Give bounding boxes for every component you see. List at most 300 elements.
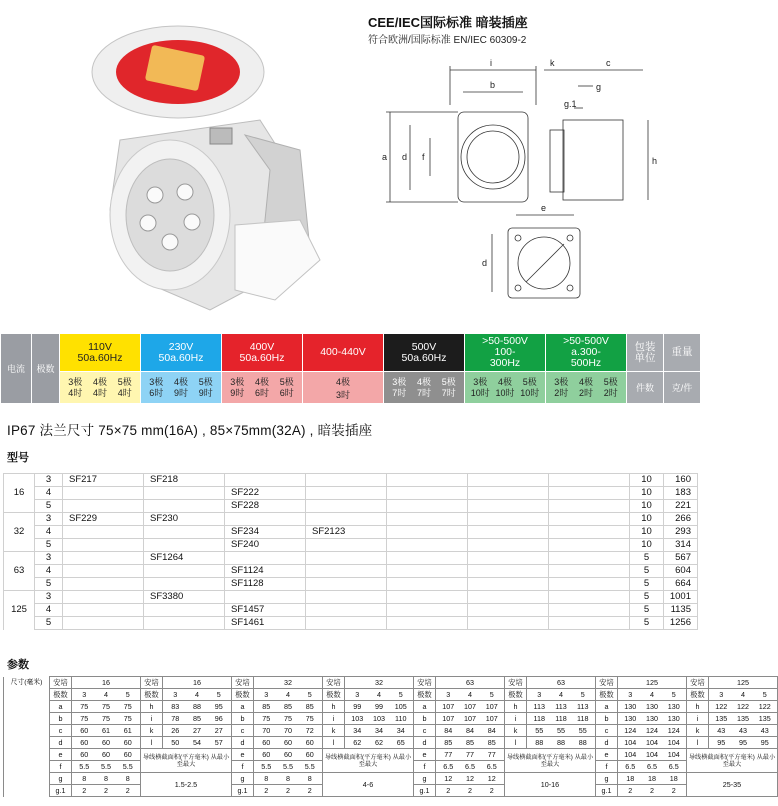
param-value: 61	[102, 726, 110, 735]
param-dim-label: g.1	[232, 785, 254, 797]
param-value: 75	[262, 714, 271, 723]
param-dim-label: g.1	[50, 785, 72, 797]
param-values	[618, 773, 687, 785]
param-pole: 4	[650, 690, 654, 699]
model-row	[4, 487, 698, 500]
param-value: 85	[466, 738, 474, 747]
param-values	[345, 713, 414, 725]
model-poles: 3	[35, 474, 63, 487]
param-unit-label	[4, 737, 50, 749]
param-pole: 5	[489, 690, 494, 699]
model-code	[387, 578, 468, 591]
param-value: 124	[667, 726, 680, 735]
param-value: 75	[80, 714, 89, 723]
dim-label-d: d	[402, 152, 408, 162]
param-value: 12	[444, 774, 453, 783]
param-wire-range: 4-6	[323, 773, 414, 797]
dim-label-d2: d	[482, 258, 488, 268]
dim-label-f: f	[422, 152, 425, 162]
param-value: 8	[82, 774, 87, 783]
param-value: 75	[80, 702, 89, 711]
param-section-label: 参数	[7, 659, 29, 671]
param-poles	[527, 689, 596, 701]
param-row	[4, 701, 778, 713]
param-values	[163, 701, 232, 713]
param-dim-label: f	[596, 761, 618, 773]
band-110v: 110V 50a.60Hz	[60, 334, 141, 372]
band-300-500hz: >50-500V a.300- 500Hz	[546, 334, 627, 372]
param-pole-label: 极数	[50, 689, 72, 701]
param-amp-label: 安培	[596, 677, 618, 689]
model-code	[549, 565, 630, 578]
param-value: 72	[305, 726, 314, 735]
model-code: SF1264	[144, 552, 225, 565]
param-wire-note: 导线横截面积(平方毫米) 从最小至最大	[323, 749, 414, 773]
param-value: 84	[487, 726, 496, 735]
model-code	[387, 617, 468, 630]
dim-label-g: g	[596, 82, 602, 92]
param-poles	[436, 689, 505, 701]
param-value: 130	[624, 714, 637, 723]
model-weight: 183	[664, 487, 698, 500]
param-value: 95	[760, 738, 769, 747]
param-unit-label	[4, 785, 50, 797]
model-row	[4, 617, 698, 630]
model-code: SF218	[144, 474, 225, 487]
param-value: 113	[577, 702, 589, 711]
model-current	[4, 617, 35, 630]
model-current	[4, 513, 35, 526]
page-subtitle: 符合欧洲/国际标准 EN/IEC 60309-2	[368, 35, 527, 46]
param-value: 122	[737, 702, 749, 711]
model-row	[4, 552, 698, 565]
param-value: 27	[193, 726, 201, 735]
model-current	[4, 474, 35, 487]
model-code	[225, 513, 306, 526]
param-dim-label: f	[50, 761, 72, 773]
model-code	[144, 526, 225, 539]
model-row	[4, 578, 698, 591]
param-unit-label	[4, 713, 50, 725]
model-code	[387, 604, 468, 617]
param-pole-label: 极数	[141, 689, 163, 701]
param-values	[345, 725, 414, 737]
model-current	[4, 578, 35, 591]
param-value: 60	[305, 738, 314, 747]
model-current: 63	[4, 565, 35, 578]
param-value: 107	[485, 702, 498, 711]
dim-label-a: a	[382, 152, 388, 162]
model-row	[4, 604, 698, 617]
param-amp-label: 安培	[232, 677, 254, 689]
param-value: 75	[102, 714, 110, 723]
param-dim-label: d	[50, 737, 72, 749]
param-dim-label: i	[505, 713, 527, 725]
model-code	[549, 539, 630, 552]
param-value: 103	[373, 714, 385, 723]
model-code: SF228	[225, 500, 306, 513]
param-value: 118	[533, 714, 545, 723]
param-dim-label: a	[596, 701, 618, 713]
band-pack-unit: 件数	[627, 372, 664, 404]
model-weight: 1135	[664, 604, 698, 617]
param-values	[254, 785, 323, 797]
param-value: 8	[125, 774, 130, 783]
model-row	[4, 474, 698, 487]
param-wire-range: 25-35	[687, 773, 778, 797]
model-code	[306, 578, 387, 591]
model-code	[549, 487, 630, 500]
param-poles	[709, 689, 778, 701]
param-dim-label: g	[414, 773, 436, 785]
param-value: 2	[628, 786, 633, 795]
param-value: 55	[557, 726, 565, 735]
param-values	[436, 737, 505, 749]
param-dim-label: a	[232, 701, 254, 713]
param-pole-label: 极数	[505, 689, 527, 701]
param-value: 135	[758, 714, 771, 723]
param-dim-label: d	[596, 737, 618, 749]
param-values	[254, 761, 323, 773]
param-value: 104	[667, 738, 680, 747]
dim-label-g1: g.1	[564, 99, 577, 109]
model-poles: 3	[35, 513, 63, 526]
param-value: 12	[466, 774, 474, 783]
param-value: 104	[624, 738, 637, 747]
param-wire-note: 导线横截面积(平方毫米) 从最小至最大	[141, 749, 232, 773]
model-pack: 10	[630, 487, 664, 500]
param-values	[436, 761, 505, 773]
param-value: 34	[353, 726, 362, 735]
model-weight: 1256	[664, 617, 698, 630]
param-unit-label	[4, 749, 50, 761]
model-pack: 10	[630, 539, 664, 552]
model-code: SF1128	[225, 578, 306, 591]
param-value: 5.5	[261, 762, 272, 771]
param-values	[72, 761, 141, 773]
band-weight-unit: 克/件	[664, 372, 701, 404]
model-pack: 5	[630, 617, 664, 630]
model-code	[306, 513, 387, 526]
param-amp-value: 16	[163, 677, 232, 689]
band-300-500hz-poles: 3极 2时4极 2时5极 2时	[546, 372, 627, 404]
model-code: SF234	[225, 526, 306, 539]
param-value: 88	[535, 738, 544, 747]
param-value: 130	[646, 714, 658, 723]
param-values	[618, 761, 687, 773]
model-code	[225, 552, 306, 565]
band-400v: 400V 50a.60Hz	[222, 334, 303, 372]
param-row	[4, 773, 778, 785]
param-value: 43	[739, 726, 747, 735]
dimension-drawings	[378, 50, 698, 310]
band-current-header: 电流	[1, 334, 32, 404]
param-value: 99	[353, 702, 362, 711]
param-unit-label	[4, 725, 50, 737]
model-code: SF217	[63, 474, 144, 487]
param-pole: 5	[307, 690, 312, 699]
model-code	[468, 539, 549, 552]
model-code	[306, 591, 387, 604]
param-value: 5.5	[79, 762, 90, 771]
model-code: SF240	[225, 539, 306, 552]
param-value: 96	[214, 714, 223, 723]
param-dim-label: c	[232, 725, 254, 737]
model-poles: 4	[35, 604, 63, 617]
param-value: 107	[464, 714, 476, 723]
param-value: 118	[555, 714, 567, 723]
param-value: 107	[442, 702, 455, 711]
param-value: 60	[262, 750, 271, 759]
param-value: 60	[80, 726, 89, 735]
param-values	[436, 701, 505, 713]
model-code	[387, 526, 468, 539]
param-values	[163, 737, 232, 749]
param-dim-label: d	[232, 737, 254, 749]
param-value: 104	[646, 738, 658, 747]
param-dim-label: g	[596, 773, 618, 785]
param-dim-label: l	[141, 737, 163, 749]
ip67-heading: IP67 法兰尺寸 75×75 mm(16A) , 85×75mm(32A) , 暗装插座	[7, 423, 373, 438]
param-dim-label: k	[687, 725, 709, 737]
model-poles: 4	[35, 565, 63, 578]
model-code: SF229	[63, 513, 144, 526]
param-value: 107	[464, 702, 476, 711]
model-code	[63, 565, 144, 578]
model-code	[468, 578, 549, 591]
param-value: 6.5	[625, 762, 636, 771]
model-poles: 4	[35, 526, 63, 539]
model-row	[4, 591, 698, 604]
model-code	[306, 617, 387, 630]
param-value: 85	[487, 738, 496, 747]
param-values	[709, 737, 778, 749]
param-values	[436, 725, 505, 737]
model-code	[63, 487, 144, 500]
param-values	[618, 785, 687, 797]
param-value: 124	[624, 726, 637, 735]
dim-label-h: h	[652, 156, 658, 166]
param-value: 6.5	[443, 762, 454, 771]
voltage-band	[0, 333, 701, 404]
param-values	[436, 749, 505, 761]
param-pole: 4	[468, 690, 472, 699]
model-code	[549, 500, 630, 513]
model-code	[387, 539, 468, 552]
band-weight-header: 重量	[664, 334, 701, 372]
model-code	[306, 474, 387, 487]
param-values	[436, 713, 505, 725]
param-value: 85	[262, 702, 271, 711]
param-pole: 5	[398, 690, 403, 699]
param-pole: 4	[377, 690, 381, 699]
param-dim-label: g	[232, 773, 254, 785]
param-dim-label: i	[687, 713, 709, 725]
param-pole: 5	[762, 690, 767, 699]
model-code	[468, 617, 549, 630]
param-value: 135	[715, 714, 728, 723]
model-code	[63, 617, 144, 630]
model-pack: 10	[630, 526, 664, 539]
model-code	[468, 604, 549, 617]
param-values	[618, 725, 687, 737]
model-code: SF230	[144, 513, 225, 526]
param-value: 130	[667, 702, 680, 711]
param-pole-label: 极数	[323, 689, 345, 701]
model-weight: 1001	[664, 591, 698, 604]
param-dim-label: e	[50, 749, 72, 761]
model-code	[549, 552, 630, 565]
model-current: 16	[4, 487, 35, 500]
param-poles	[163, 689, 232, 701]
param-value: 2	[82, 786, 87, 795]
param-wire-range: 10-16	[505, 773, 596, 797]
model-code	[468, 474, 549, 487]
param-value: 60	[102, 738, 110, 747]
param-value: 8	[264, 774, 269, 783]
model-code: SF1124	[225, 565, 306, 578]
param-value: 77	[466, 750, 474, 759]
param-dim-label: c	[414, 725, 436, 737]
param-pole: 3	[537, 690, 542, 699]
model-code	[387, 513, 468, 526]
param-value: 60	[262, 738, 271, 747]
param-dim-label: c	[50, 725, 72, 737]
param-unit-label	[4, 689, 50, 701]
model-code	[387, 500, 468, 513]
param-value: 122	[715, 702, 728, 711]
param-pole: 3	[173, 690, 178, 699]
model-code: SF1457	[225, 604, 306, 617]
model-code: SF222	[225, 487, 306, 500]
param-value: 113	[555, 702, 567, 711]
param-poles	[345, 689, 414, 701]
model-code	[144, 565, 225, 578]
param-value: 61	[123, 726, 132, 735]
param-pole: 5	[125, 690, 130, 699]
param-value: 6.5	[647, 762, 657, 771]
param-value: 70	[262, 726, 271, 735]
model-code	[306, 539, 387, 552]
param-dim-label: g.1	[596, 785, 618, 797]
dim-label-i: i	[490, 58, 492, 68]
param-amp-value: 32	[345, 677, 414, 689]
param-pole: 3	[719, 690, 724, 699]
model-row	[4, 565, 698, 578]
param-value: 43	[717, 726, 726, 735]
param-dim-label: k	[505, 725, 527, 737]
model-code	[549, 513, 630, 526]
param-value: 110	[395, 714, 407, 723]
param-pole-label: 极数	[232, 689, 254, 701]
param-amp-label: 安培	[323, 677, 345, 689]
param-unit-label: 尺寸(毫米)	[4, 677, 50, 689]
param-value: 50	[171, 738, 180, 747]
model-weight: 160	[664, 474, 698, 487]
param-values	[527, 725, 596, 737]
param-value: 130	[667, 714, 680, 723]
param-dim-label: i	[141, 713, 163, 725]
param-value: 60	[284, 738, 292, 747]
param-value: 55	[535, 726, 544, 735]
param-value: 135	[737, 714, 749, 723]
param-value: 2	[307, 786, 312, 795]
param-value: 77	[487, 750, 496, 759]
param-unit-label	[4, 761, 50, 773]
param-value: 62	[375, 738, 383, 747]
model-code	[468, 552, 549, 565]
param-value: 124	[646, 726, 658, 735]
model-code	[306, 552, 387, 565]
param-poles	[254, 689, 323, 701]
param-wire-note: 导线横截面积(平方毫米) 从最小至最大	[687, 749, 778, 773]
param-value: 88	[578, 738, 587, 747]
param-dim-label: b	[414, 713, 436, 725]
param-amp-value: 32	[254, 677, 323, 689]
param-pole: 3	[82, 690, 87, 699]
param-value: 8	[307, 774, 312, 783]
param-dim-label: b	[596, 713, 618, 725]
model-poles: 3	[35, 552, 63, 565]
param-value: 6.5	[668, 762, 679, 771]
param-dim-label: g.1	[414, 785, 436, 797]
param-values	[709, 701, 778, 713]
param-value: 27	[214, 726, 223, 735]
dim-label-e: e	[541, 203, 547, 213]
param-value: 107	[442, 714, 455, 723]
model-code	[63, 552, 144, 565]
model-weight: 221	[664, 500, 698, 513]
model-pack: 10	[630, 513, 664, 526]
param-values	[72, 701, 141, 713]
param-wire-range: 1.5-2.5	[141, 773, 232, 797]
model-code	[63, 578, 144, 591]
model-code	[63, 526, 144, 539]
param-dim-label: f	[414, 761, 436, 773]
param-values	[618, 701, 687, 713]
param-values	[163, 713, 232, 725]
param-value: 95	[214, 702, 223, 711]
model-current	[4, 539, 35, 552]
param-pole: 4	[104, 690, 108, 699]
model-code	[549, 617, 630, 630]
param-dim-label: e	[414, 749, 436, 761]
model-row	[4, 500, 698, 513]
param-pole: 4	[195, 690, 199, 699]
model-code: SF1461	[225, 617, 306, 630]
model-pack: 5	[630, 578, 664, 591]
band-230v: 230V 50a.60Hz	[141, 334, 222, 372]
param-value: 60	[123, 738, 132, 747]
dim-label-k: k	[550, 58, 555, 68]
param-row	[4, 749, 778, 761]
param-dim-label: l	[687, 737, 709, 749]
param-dim-label: e	[596, 749, 618, 761]
param-value: 60	[123, 750, 132, 759]
page-title: CEE/IEC国际标准 暗装插座	[368, 15, 528, 30]
param-dim-label: k	[141, 725, 163, 737]
model-code: SF2123	[306, 526, 387, 539]
param-values	[72, 713, 141, 725]
param-value: 2	[468, 786, 472, 795]
param-value: 2	[650, 786, 654, 795]
param-value: 118	[577, 714, 589, 723]
model-pack: 5	[630, 552, 664, 565]
param-pole: 3	[264, 690, 269, 699]
band-110v-poles: 3极 4时4极 4时5极 4时	[60, 372, 141, 404]
param-value: 8	[104, 774, 108, 783]
param-value: 60	[102, 750, 110, 759]
